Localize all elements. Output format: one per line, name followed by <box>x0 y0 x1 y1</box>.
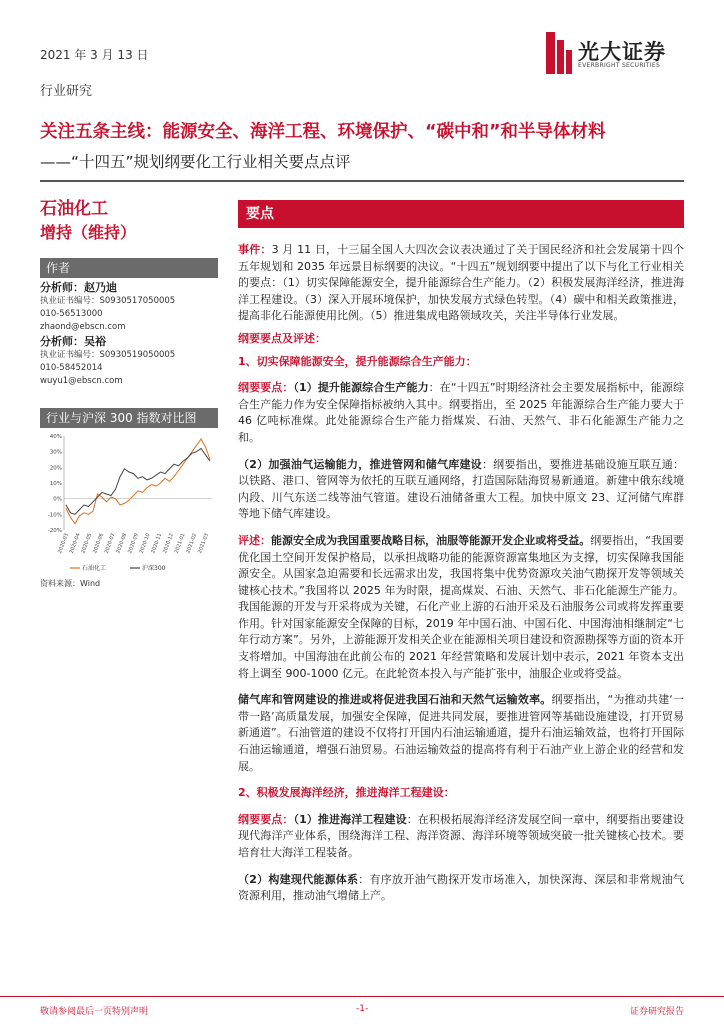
paragraph-3 <box>238 692 684 775</box>
footer-disclaimer[interactable]: 敬请参阅最后一页特别声明 <box>40 1007 149 1017</box>
x-tick-label: 2020-08 <box>115 532 129 555</box>
comment-label: 评述： <box>238 533 272 547</box>
section-1-heading: 1、切实保障能源安全，提升能源综合生产能力： <box>238 354 477 368</box>
analyst-1-phone: 010-56513000 <box>40 309 103 319</box>
x-tick-label: 2021-01 <box>173 532 187 555</box>
authors-heading: 作者 <box>40 258 218 278</box>
key-points-heading: 要点 <box>238 200 684 228</box>
paragraph-5 <box>238 872 684 905</box>
p4-bold: （1）推进海洋工程建设 <box>293 812 407 826</box>
paragraph-2 <box>238 457 684 523</box>
y-tick-label: 0% <box>53 496 62 503</box>
section-2-heading: 2、积极发展海洋经济，推进海洋工程建设： <box>238 786 455 800</box>
chart-svg <box>40 428 218 576</box>
paragraph-4 <box>238 812 684 862</box>
x-tick-label: 2020-07 <box>103 532 117 555</box>
legend-label: 沪深300 <box>142 565 166 572</box>
p1-bold: （1）提升能源综合生产能力 <box>293 381 429 395</box>
brand-logo <box>546 32 696 76</box>
p4-label: 纲要要点： <box>238 812 294 826</box>
sidebar <box>40 194 218 589</box>
analyst-1-name: 分析师：赵乃迪 <box>40 281 117 294</box>
y-tick-label: 30% <box>49 449 62 456</box>
y-tick-label: 10% <box>49 481 62 487</box>
analyst-1-cert: 执业证书编号：S0930517050005 <box>40 296 176 306</box>
series-line-1 <box>66 439 210 524</box>
x-tick-label: 2020-12 <box>162 532 175 555</box>
report-date: 2021 年 3 月 13 日 <box>40 48 149 62</box>
logo-en-text: EVERBRIGHT SECURITIES <box>578 62 661 69</box>
paragraph-1 <box>238 380 684 446</box>
logo-cn-text: 光大证券 <box>578 40 666 64</box>
y-tick-label: 40% <box>49 434 62 440</box>
x-tick-label: 2020-04 <box>68 532 82 555</box>
x-tick-label: 2020-05 <box>80 532 94 555</box>
analyst-2-email[interactable]: wuyu1@ebscn.com <box>40 376 123 386</box>
x-tick-label: 2020-11 <box>150 532 164 555</box>
x-tick-label: 2021-02 <box>185 532 199 555</box>
industry-name: 石油化工 <box>40 199 108 219</box>
p5-text: ：有序放开油气勘探开发市场准入，加快深海、深层和非常规油气资源利用，推动油气增储上产。 <box>238 872 685 903</box>
analyst-2-cert: 执业证书编号：S0930519050005 <box>40 350 176 360</box>
analyst-1-email[interactable]: zhaond@ebscn.com <box>40 322 126 332</box>
comment-paragraph <box>238 533 684 682</box>
report-title: 关注五条主线：能源安全、海洋工程、环境保护、“碳中和”和半导体材料 <box>40 122 606 142</box>
chart-heading: 行业与沪深 300 指数对比图 <box>40 408 218 428</box>
x-tick-label: 2020-09 <box>127 532 140 555</box>
report-category: 行业研究 <box>40 84 93 99</box>
main-content <box>238 200 684 905</box>
p2-bold: （2）加强油气运输能力，推进管网和储气库建设 <box>238 457 482 471</box>
p4-text: ：在积极拓展海洋经济发展空间一章中，纲要指出要建设现代海洋产业体系，围绕海洋工程、海洋资源、海洋环境等领域突破一批关键核心技术。要培育壮大海洋工程装备。 <box>238 812 685 859</box>
legend-label: 石油化工 <box>82 565 107 572</box>
x-tick-label: 2020-06 <box>92 532 105 555</box>
comment-bold: 能源安全成为我国重要战略目标，油服等能源开发企业或将受益。 <box>271 533 591 547</box>
comparison-chart <box>40 428 218 576</box>
page-number: -1- <box>356 1004 369 1014</box>
event-paragraph <box>238 242 684 325</box>
rating: 增持（维持） <box>40 223 137 242</box>
chart-source: 资料来源：Wind <box>40 579 101 588</box>
comment-text: 纲要指出，“我国要优化国土空间开发保护格局，以承担战略功能的能源资源富集地区为支撑，切实保障我国能源安全。从国家急迫需要和长远需求出发，我国将集中优势资源攻关油气勘探开发等领域关键核心技术。”我国将以 2025 年为时限，提高煤炭、石油、天然气、非石化能源生产能力。我国能源的开发与开采将成为关键，石化产业上游的石油开采及石油服务公司或将发挥重要作用。针对国家能源安全保障的目标，2019 年中国石油、中国石化、中国海油相继制定“七年行动方案”。另外，上游能源开发相关企业在能源相关项目建设和资源勘探等方面的资本开支将增加。中国海油在此前公布的 2021 年经营策略和发展计划中表示，2021 年资本支出将上调至 900-1000 亿元。在此轮资本投入与产能扩张中，油服企业或将受益。 <box>238 533 685 680</box>
analyst-2-name: 分析师：吴裕 <box>40 335 106 348</box>
authors-block <box>40 280 218 388</box>
event-label: 事件： <box>238 243 272 256</box>
event-text: 3 月 11 日，十三届全国人大四次会议表决通过了关于国民经济和社会发展第十四个五年规划和 2035 年远景目标纲要的决议。“十四五”规划纲要中提出了以下与化工行业相关的要点：（1）切实保障能源安全，提升能源综合生产能力。（2）积极发展海洋经济，推进海洋工程建设。（3）深入开展环境保护，加快发展方式绿色转型。（4）碳中和相关政策推进，提高非化石能源使用比例。（5）推进集成电路领域攻关，关注半导体行业发展。 <box>238 243 684 323</box>
p2-text: ：纲要指出，要推进基础设施互联互通：以铁路、港口、管网等为依托的互联互通网络，打造国际陆海贸易新通道。新建中俄东线境内段、川气东送二线等油气管道。建设石油储备重大工程。加快中原文 23、辽河储气库群等地下储气库建设。 <box>238 457 685 521</box>
section-heading: 纲要要点及评述： <box>238 331 326 345</box>
footer-report-type: 证券研究报告 <box>630 1007 685 1017</box>
p3-text: 纲要指出，“为推动共建‘一带一路’高质量发展，加强安全保障，促进共同发展，要推进管网等基础设施建设，打开贸易新通道”。石油管道的建设不仅将打开国内石油运输通道，提升石油运输效益，也将打开国际石油运输通道，增强石油贸易。石油运输效益的提高将有利于石油产业上游企业的经营和发展。 <box>238 693 685 773</box>
x-tick-label: 2020-10 <box>138 532 152 555</box>
x-tick-label: 2020-03 <box>57 532 70 555</box>
logo-mark-icon <box>546 32 572 74</box>
p5-bold: （2）构建现代能源体系 <box>238 872 359 886</box>
analyst-2-phone: 010-58452014 <box>40 363 103 373</box>
y-tick-label: -10% <box>47 512 62 519</box>
p3-bold: 储气库和管网建设的推进或将促进我国石油和天然气运输效率。 <box>238 693 552 707</box>
report-subtitle: ——“十四五”规划纲要化工行业相关要点点评 <box>40 153 351 171</box>
y-tick-label: -20% <box>47 528 62 534</box>
y-tick-label: 20% <box>49 465 62 472</box>
p1-text: ：在“十四五”时期经济社会主要发展指标中，能源综合生产能力作为安全保障指标被纳入其中。纲要指出，至 2025 年能源综合生产能力要大于 46 亿吨标准煤。此处能源综合生产能力指煤炭、石油、天然气、非石化能源生产能力之和。 <box>238 381 684 444</box>
footer-divider <box>0 996 724 997</box>
x-tick-label: 2021-03 <box>197 532 210 555</box>
p1-label: 纲要要点： <box>238 381 294 395</box>
title-divider <box>40 180 684 182</box>
series-line-2 <box>66 449 210 515</box>
